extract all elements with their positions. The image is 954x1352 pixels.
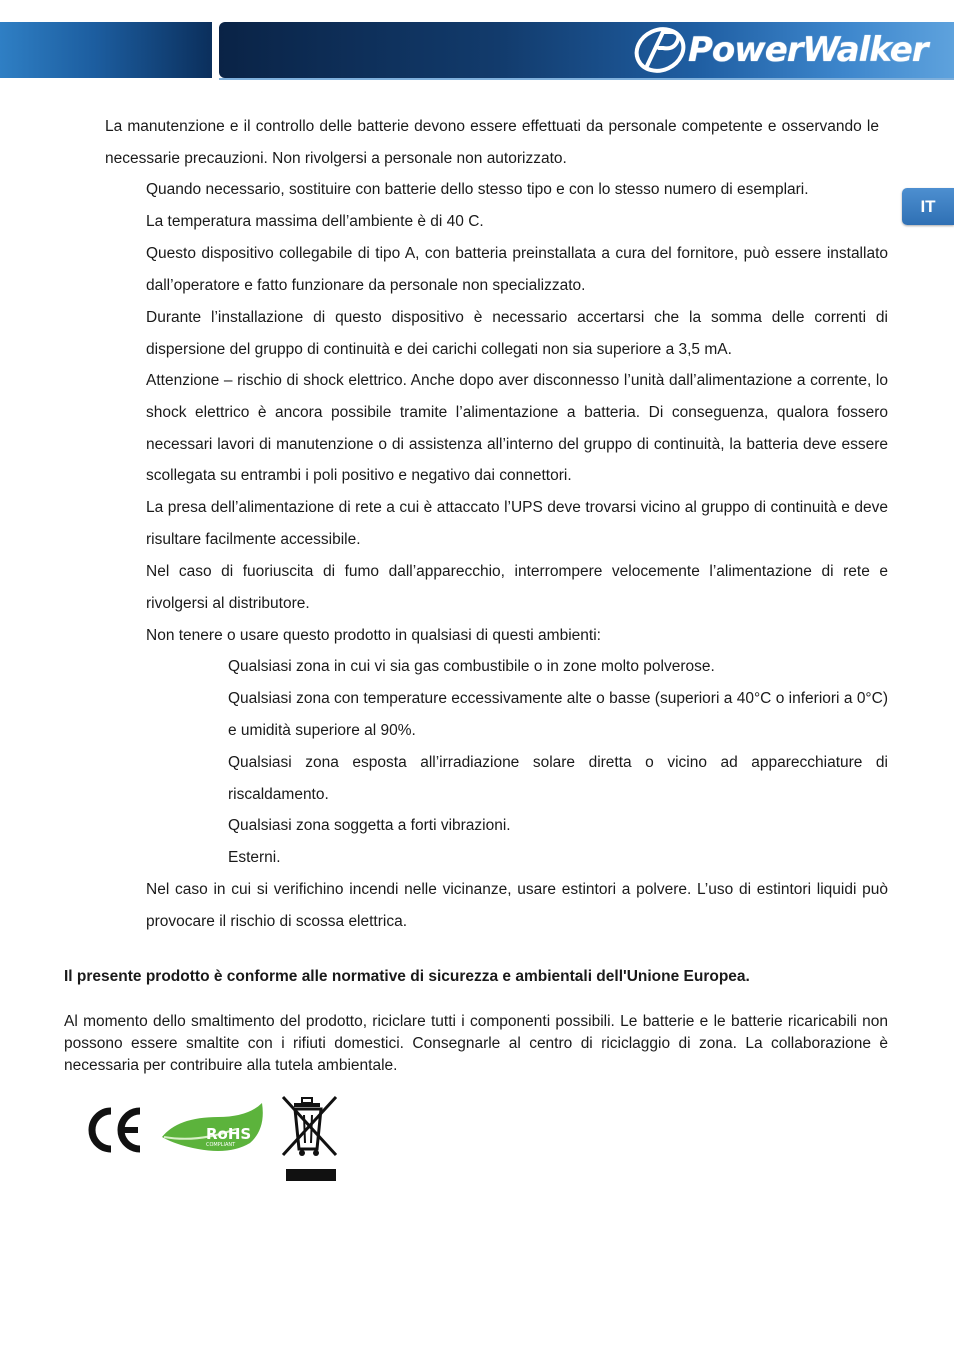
weee-crossed-bin-icon [280, 1095, 342, 1185]
header-left-block [0, 22, 212, 78]
safety-paragraph: Attenzione – rischio di shock elettrico. Anche dopo aver disconnesso l’unità dall’alimentazione a corrente, lo shock elettrico è ancora possibile tramite l’alimentazione a batteria. Di conseguenza, qualora fossero necessari lavori di manutenzione o di assistenza all’interno del gruppo di continuità, la batteria deve essere scollegata su entrambi i poli positivo e negativo dai connettori. [146, 372, 888, 485]
ce-mark-icon [84, 1105, 146, 1155]
environment-item: Esterni. [228, 849, 281, 866]
compliance-statement: Il presente prodotto è conforme alle normative di sicurezza e ambientali dell'Unione Europea. [64, 968, 750, 985]
environment-item: Qualsiasi zona con temperature eccessivamente alte o basse (superiori a 40°C o inferiori a 0°C) e umidità superiore al 90%. [228, 690, 888, 739]
safety-paragraph: Nel caso di fuoriuscita di fumo dall’apparecchio, interrompere velocemente l’alimentazione di rete e rivolgersi al distributore. [146, 563, 888, 612]
certification-marks [84, 1095, 344, 1187]
brand-name: PowerWalker [688, 30, 928, 70]
safety-paragraph: Quando necessario, sostituire con batterie dello stesso tipo e con lo stesso numero di esemplari. [146, 181, 809, 198]
language-tab[interactable]: IT [902, 188, 954, 225]
powerwalker-logo [633, 26, 943, 74]
environment-item: Qualsiasi zona soggetta a forti vibrazioni. [228, 817, 511, 834]
disposal-paragraph: Al momento dello smaltimento del prodotto, riciclare tutti i componenti possibili. Le batterie e le batterie ricaricabili non possono essere smaltite con i rifiuti domestici. Consegnarle al centro di riciclaggio di zona. La collaborazione è necessaria per contribuire alla tutela ambientale. [64, 1013, 888, 1074]
safety-paragraph: Nel caso in cui si verifichino incendi nelle vicinanze, usare estintori a polvere. L’uso di estintori liquidi può provocare il rischio di scossa elettrica. [146, 881, 888, 930]
rohs-leaf-icon [158, 1099, 268, 1155]
rohs-label: RoHS [206, 1125, 252, 1143]
safety-paragraph: La presa dell’alimentazione di rete a cui è attaccato l’UPS deve trovarsi vicino al gruppo di continuità e deve risultare facilmente accessibile. [146, 499, 888, 548]
logo-swoosh-icon [633, 26, 693, 74]
safety-paragraph: La temperatura massima dell’ambiente è di 40 C. [146, 213, 484, 230]
safety-paragraph: Durante l’installazione di questo dispositivo è necessario accertarsi che la somma delle correnti di dispersione del gruppo di continuità e dei carichi collegati non sia superiore a 3,5 mA. [146, 309, 888, 358]
environment-item: Qualsiasi zona esposta all’irradiazione solare diretta o vicino ad apparecchiature di riscaldamento. [228, 754, 888, 803]
environment-item: Qualsiasi zona in cui vi sia gas combustibile o in zone molto polverose. [228, 658, 715, 675]
rohs-sublabel: COMPLIANT [206, 1142, 236, 1148]
safety-paragraph: Non tenere o usare questo prodotto in qualsiasi di questi ambienti: [146, 627, 601, 644]
intro-paragraph: La manutenzione e il controllo delle batterie devono essere effettuati da personale competente e osservando le necessarie precauzioni. Non rivolgersi a personale non autorizzato. [105, 118, 879, 167]
safety-paragraph: Questo dispositivo collegabile di tipo A, con batteria preinstallata a cura del fornitore, può essere installato dall’operatore e fatto funzionare da personale non specializzato. [146, 245, 888, 294]
